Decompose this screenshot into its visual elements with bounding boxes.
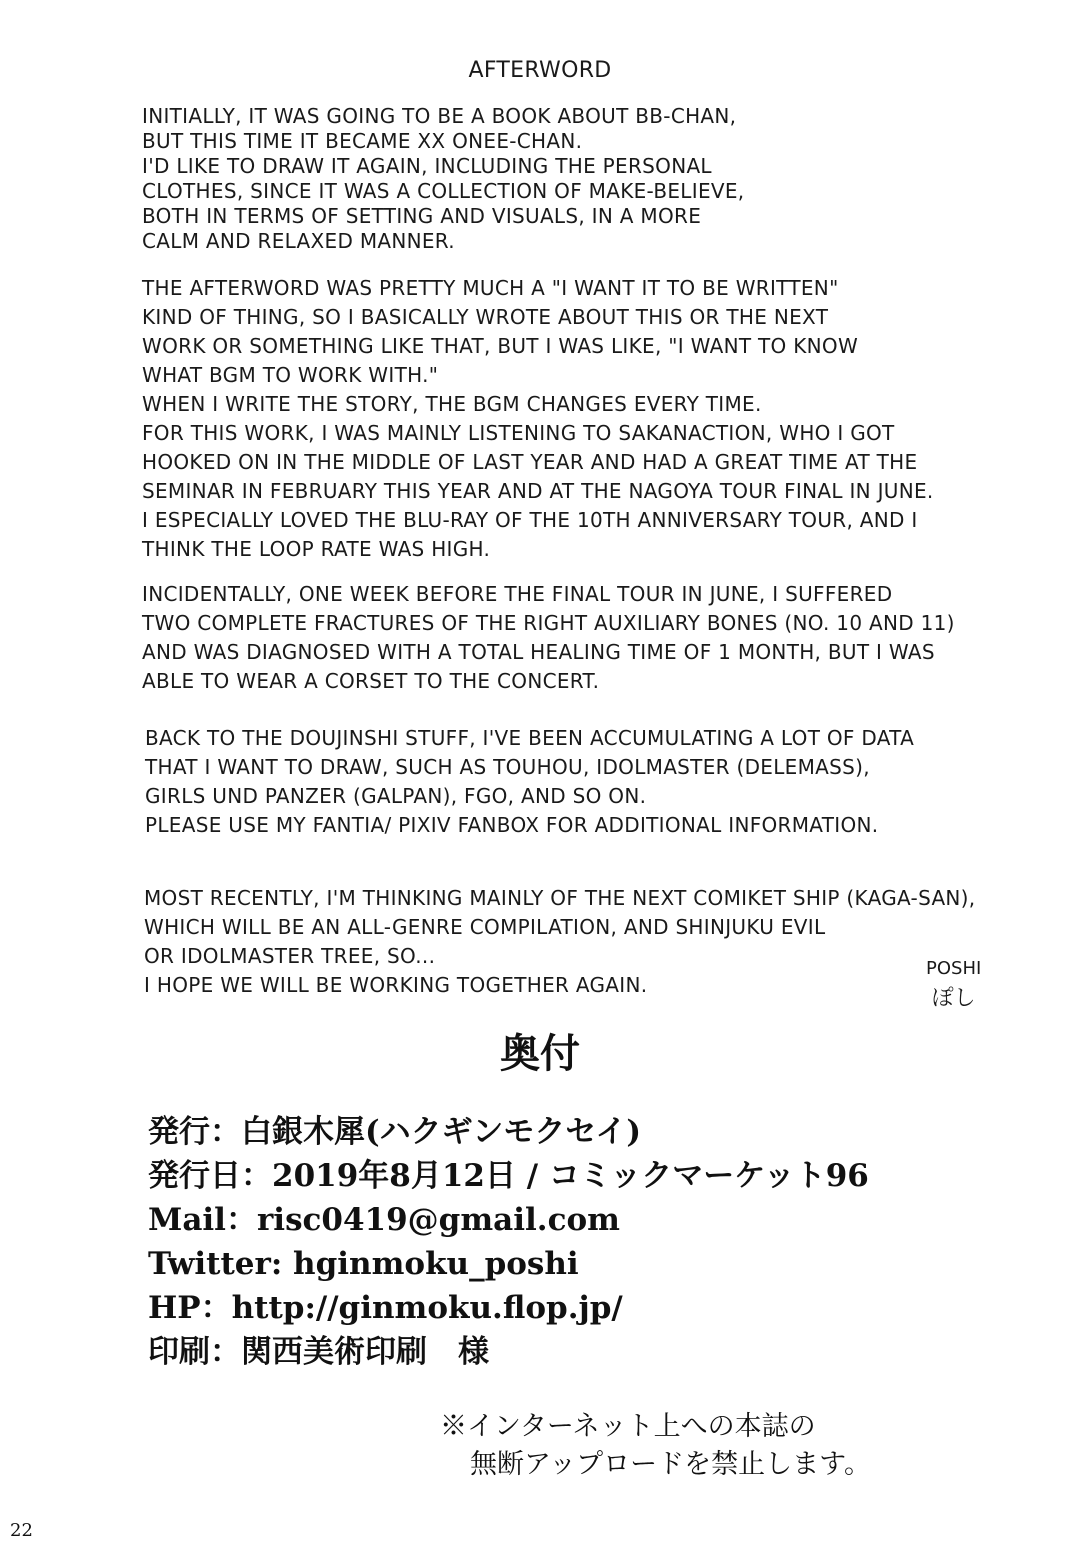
- printer-line: 印刷：関西美術印刷 様: [148, 1334, 489, 1370]
- text-line: HOOKED ON IN THE MIDDLE OF LAST YEAR AND HAD A GREAT TIME AT THE: [142, 450, 918, 474]
- text-line: GIRLS UND PANZER (GALPAN), FGO, AND SO ON.: [145, 784, 647, 808]
- text-line: TWO COMPLETE FRACTURES OF THE RIGHT AUXILIARY BONES (NO. 10 AND 11): [142, 611, 955, 635]
- homepage-line: HP：http://ginmoku.flop.jp/: [148, 1290, 623, 1326]
- notice-line-1: ※インターネット上への本誌の: [440, 1411, 816, 1442]
- text-line: INITIALLY, IT WAS GOING TO BE A BOOK ABOUT BB-CHAN,: [142, 104, 737, 128]
- text-line: BACK TO THE DOUJINSHI STUFF, I'VE BEEN ACCUMULATING A LOT OF DATA: [145, 726, 915, 750]
- text-line: OR IDOLMASTER TREE, SO...: [144, 944, 436, 968]
- text-line: BOTH IN TERMS OF SETTING AND VISUALS, IN A MORE: [142, 204, 702, 228]
- text-line: PLEASE USE MY FANTIA/ PIXIV FANBOX FOR ADDITIONAL INFORMATION.: [145, 813, 879, 837]
- publisher-line: 発行：白銀木犀(ハクギンモクセイ): [148, 1114, 642, 1150]
- text-line: KIND OF THING, SO I BASICALLY WROTE ABOUT THIS OR THE NEXT: [142, 305, 829, 329]
- afterword-paragraph-1: [142, 104, 744, 254]
- afterword-paragraph-3: [142, 580, 955, 696]
- text-line: FOR THIS WORK, I WAS MAINLY LISTENING TO SAKANACTION, WHO I GOT: [142, 421, 895, 445]
- text-line: WORK OR SOMETHING LIKE THAT, BUT I WAS LIKE, "I WANT TO KNOW: [142, 334, 859, 358]
- text-line: THE AFTERWORD WAS PRETTY MUCH A "I WANT IT TO BE WRITTEN": [142, 276, 839, 300]
- colophon-title: 奥付: [500, 1030, 580, 1077]
- text-line: WHEN I WRITE THE STORY, THE BGM CHANGES EVERY TIME.: [142, 392, 762, 416]
- date-line: 発行日：2019年8月12日 / コミックマーケット96: [148, 1158, 869, 1194]
- afterword-paragraph-4: [145, 724, 914, 840]
- text-line: AND WAS DIAGNOSED WITH A TOTAL HEALING TIME OF 1 MONTH, BUT I WAS: [142, 640, 935, 664]
- upload-notice: [440, 1408, 871, 1484]
- page-number: 22: [10, 1520, 33, 1541]
- text-line: INCIDENTALLY, ONE WEEK BEFORE THE FINAL TOUR IN JUNE, I SUFFERED: [142, 582, 893, 606]
- colophon: [148, 1110, 869, 1374]
- afterword-paragraph-5: [144, 884, 975, 1000]
- text-line: MOST RECENTLY, I'M THINKING MAINLY OF THE NEXT COMIKET SHIP (KAGA-SAN),: [144, 886, 976, 910]
- afterword-paragraph-2: [142, 274, 934, 564]
- signature-latin: POSHI: [926, 958, 982, 979]
- text-line: I HOPE WE WILL BE WORKING TOGETHER AGAIN.: [144, 973, 648, 997]
- text-line: THAT I WANT TO DRAW, SUCH AS TOUHOU, IDOLMASTER (DELEMASS),: [145, 755, 870, 779]
- signature-japanese: ぽし: [931, 986, 976, 1011]
- notice-line-2: 無断アップロードを禁止します。: [470, 1449, 871, 1480]
- text-line: SEMINAR IN FEBRUARY THIS YEAR AND AT THE NAGOYA TOUR FINAL IN JUNE.: [142, 479, 934, 503]
- text-line: CLOTHES, SINCE IT WAS A COLLECTION OF MAKE-BELIEVE,: [142, 179, 745, 203]
- signature: [926, 958, 981, 1012]
- text-line: BUT THIS TIME IT BECAME XX ONEE-CHAN.: [142, 129, 583, 153]
- text-line: ABLE TO WEAR A CORSET TO THE CONCERT.: [142, 669, 600, 693]
- text-line: THINK THE LOOP RATE WAS HIGH.: [142, 537, 491, 561]
- twitter-line: Twitter: hginmoku_poshi: [148, 1246, 579, 1282]
- text-line: WHICH WILL BE AN ALL-GENRE COMPILATION, AND SHINJUKU EVIL: [144, 915, 826, 939]
- text-line: WHAT BGM TO WORK WITH.": [142, 363, 439, 387]
- mail-line: Mail：risc0419@gmail.com: [148, 1202, 620, 1238]
- text-line: I ESPECIALLY LOVED THE BLU-RAY OF THE 10TH ANNIVERSARY TOUR, AND I: [142, 508, 918, 532]
- afterword-title: AFTERWORD: [468, 58, 612, 83]
- text-line: CALM AND RELAXED MANNER.: [142, 229, 455, 253]
- text-line: I'D LIKE TO DRAW IT AGAIN, INCLUDING THE PERSONAL: [142, 154, 712, 178]
